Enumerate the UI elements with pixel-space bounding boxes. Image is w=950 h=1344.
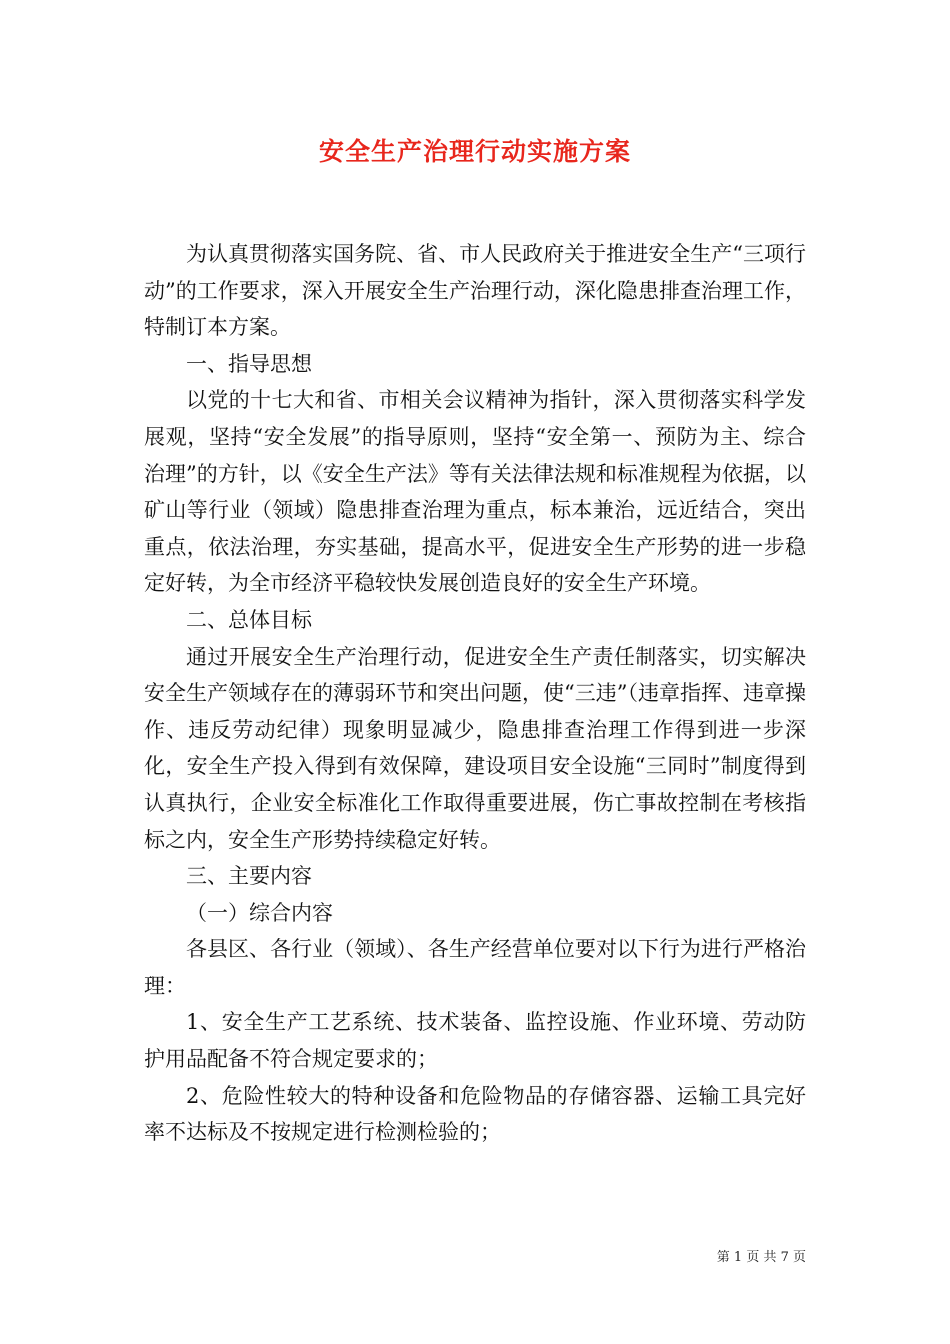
page-number: 第 1 页 共 7 页: [716, 1250, 806, 1265]
section-heading-overall-goal: 二、总体目标: [186, 607, 312, 632]
general-content-paragraph: 各县区、各行业（领域）、各生产经营单位要对以下行为进行严格治理：: [144, 937, 806, 998]
list-item: 2、危险性较大的特种设备和危险物品的存储容器、运输工具完好率不达标及不按规定进行检测检验的；: [144, 1083, 806, 1145]
list-item: 1、安全生产工艺系统、技术装备、监控设施、作业环境、劳动防护用品配备不符合规定要求的；: [144, 1010, 806, 1072]
guiding-ideology-paragraph: 以党的十七大和省、市相关会议精神为指针，深入贯彻落实科学发展观，坚持“安全发展”的指导原则，坚持“安全第一、预防为主、综合治理”的方针，以《安全生产法》等有关法律法规和标准规程为依据，以矿山等行业（领域）隐患排查治理为重点，标本兼治，远近结合，突出重点，依法治理，夯实基础，提高水平，促进安全生产形势的进一步稳定好转，为全市经济平稳较快发展创造良好的安全生产环境。: [144, 388, 806, 596]
intro-paragraph: 为认真贯彻落实国务院、省、市人民政府关于推进安全生产“三项行动”的工作要求，深入开展安全生产治理行动，深化隐患排查治理工作，特制订本方案。: [144, 242, 806, 340]
subsection-heading-general-content: （一）综合内容: [186, 900, 333, 925]
document-title: 安全生产治理行动实施方案: [318, 137, 631, 166]
section-heading-guiding-ideology: 一、指导思想: [186, 351, 312, 376]
document-body: [144, 236, 806, 1151]
section-heading-main-content: 三、主要内容: [186, 864, 312, 889]
overall-goal-paragraph: 通过开展安全生产治理行动，促进安全生产责任制落实，切实解决安全生产领域存在的薄弱环节和突出问题，使“三违”（违章指挥、违章操作、违反劳动纪律）现象明显减少，隐患排查治理工作得到进一步深化，安全生产投入得到有效保障，建设项目安全设施“三同时”制度得到认真执行，企业安全标准化工作取得重要进展，伤亡事故控制在考核指标之内，安全生产形势持续稳定好转。: [144, 644, 806, 852]
